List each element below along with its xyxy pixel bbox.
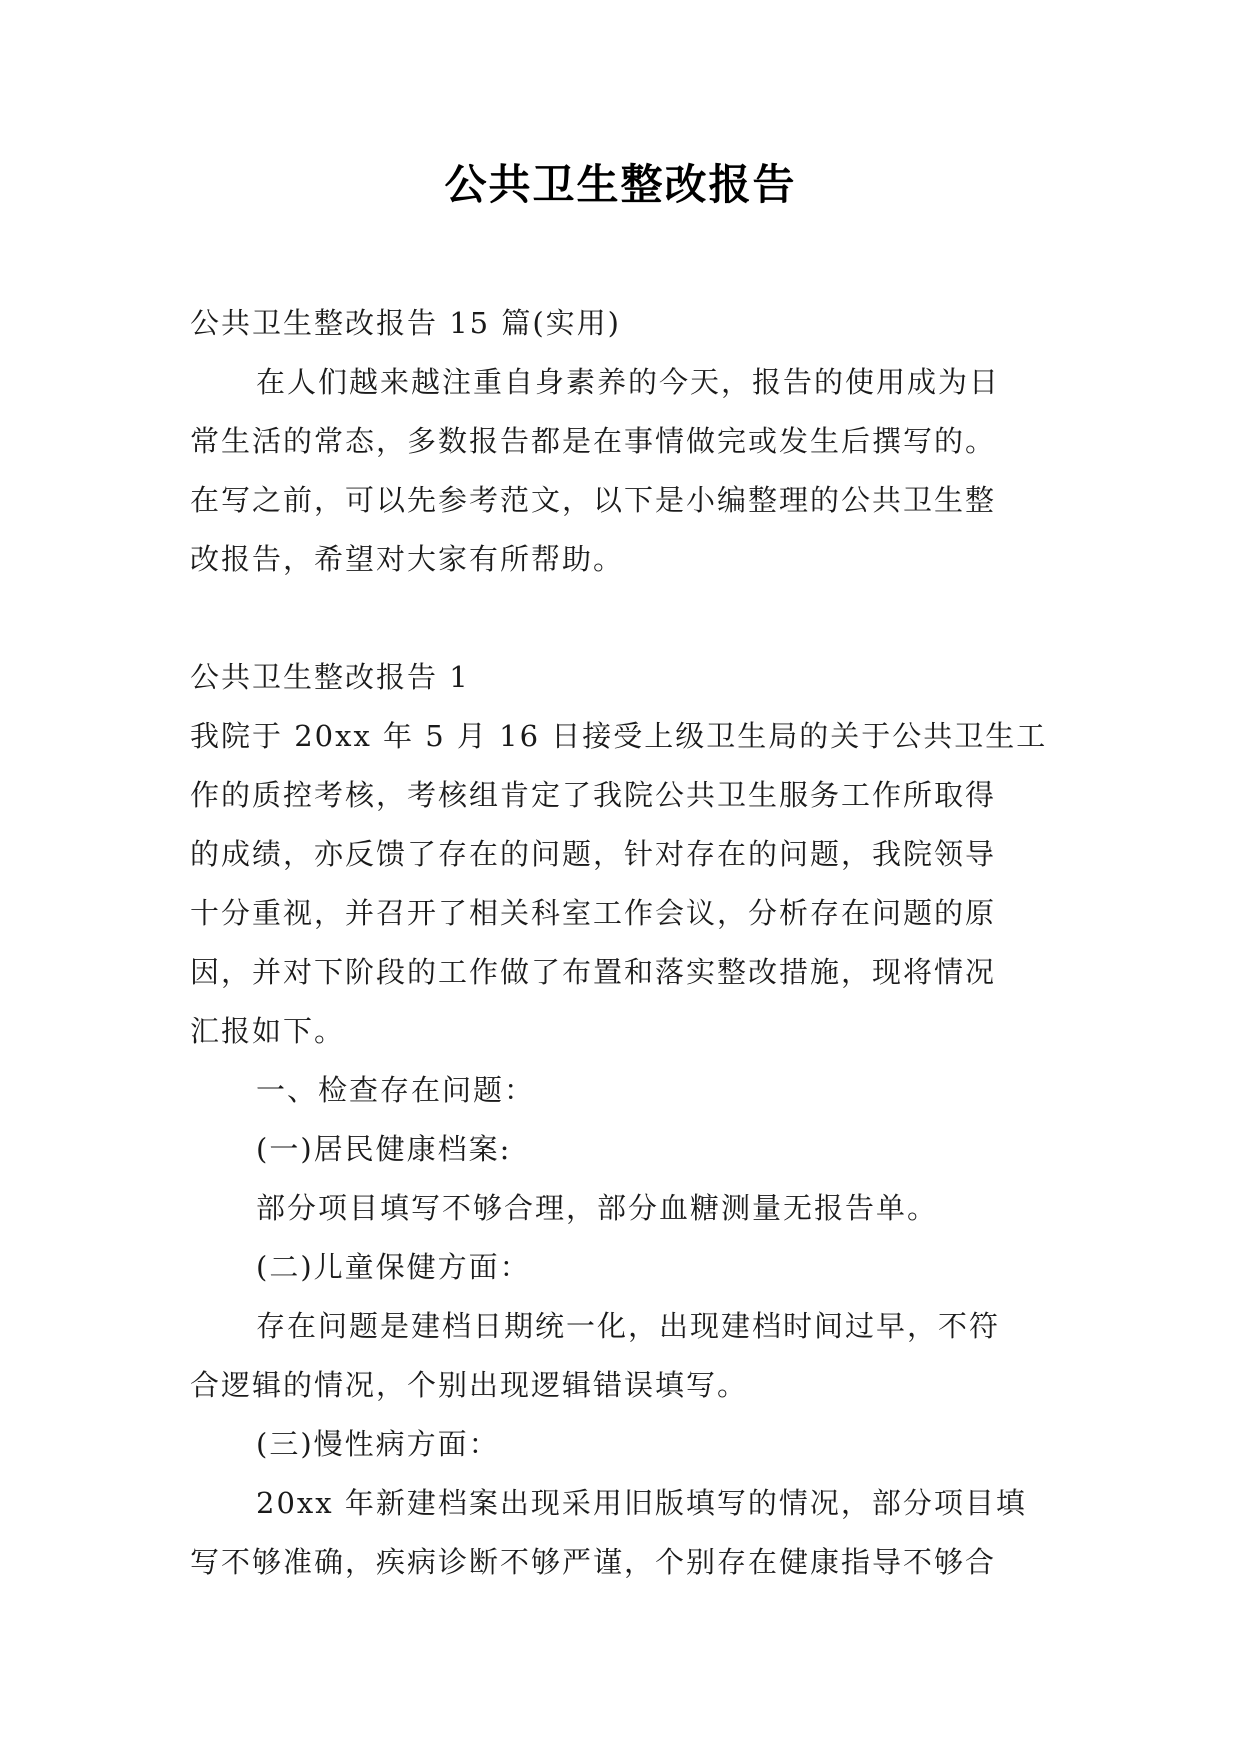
paragraph-line: 的成绩，亦反馈了存在的问题，针对存在的问题，我院领导 (190, 837, 997, 871)
subtitle-line: 公共卫生整改报告 15 篇(实用) (190, 306, 621, 340)
intro-line: 在人们越来越注重自身素养的今天，报告的使用成为日 (256, 365, 1001, 399)
paragraph-line: 十分重视，并召开了相关科室工作会议，分析存在问题的原 (190, 896, 997, 930)
paragraph-line: 20xx 年新建档案出现采用旧版填写的情况，部分项目填 (256, 1486, 1027, 1520)
paragraph-line: 我院于 20xx 年 5 月 16 日接受上级卫生局的关于公共卫生工 (190, 719, 1048, 753)
paragraph-line: 因，并对下阶段的工作做了布置和落实整改措施，现将情况 (190, 955, 997, 989)
subheading-line: 一、检查存在问题： (256, 1073, 536, 1107)
paragraph-line: 写不够准确，疾病诊断不够严谨，个别存在健康指导不够合 (190, 1545, 997, 1579)
paragraph-line: 存在问题是建档日期统一化，出现建档时间过早，不符 (256, 1309, 1001, 1343)
subheading-line: (二)儿童保健方面： (256, 1250, 531, 1284)
paragraph-line: 合逻辑的情况，个别出现逻辑错误填写。 (190, 1368, 749, 1402)
intro-line: 改报告，希望对大家有所帮助。 (190, 542, 625, 576)
subheading-line: (一)居民健康档案: (256, 1132, 512, 1166)
intro-line: 在写之前，可以先参考范文，以下是小编整理的公共卫生整 (190, 483, 997, 517)
paragraph-line: 部分项目填写不够合理，部分血糖测量无报告单。 (256, 1191, 939, 1225)
document-body (190, 294, 1070, 1592)
intro-line: 常生活的常态，多数报告都是在事情做完或发生后撰写的。 (190, 424, 997, 458)
subheading-line: (三)慢性病方面： (256, 1427, 500, 1461)
paragraph-gap (190, 589, 1070, 648)
paragraph-line: 汇报如下。 (190, 1014, 346, 1048)
document-title: 公共卫生整改报告 (444, 160, 797, 209)
paragraph-line: 作的质控考核，考核组肯定了我院公共卫生服务工作所取得 (190, 778, 997, 812)
section-heading: 公共卫生整改报告 1 (190, 660, 470, 694)
